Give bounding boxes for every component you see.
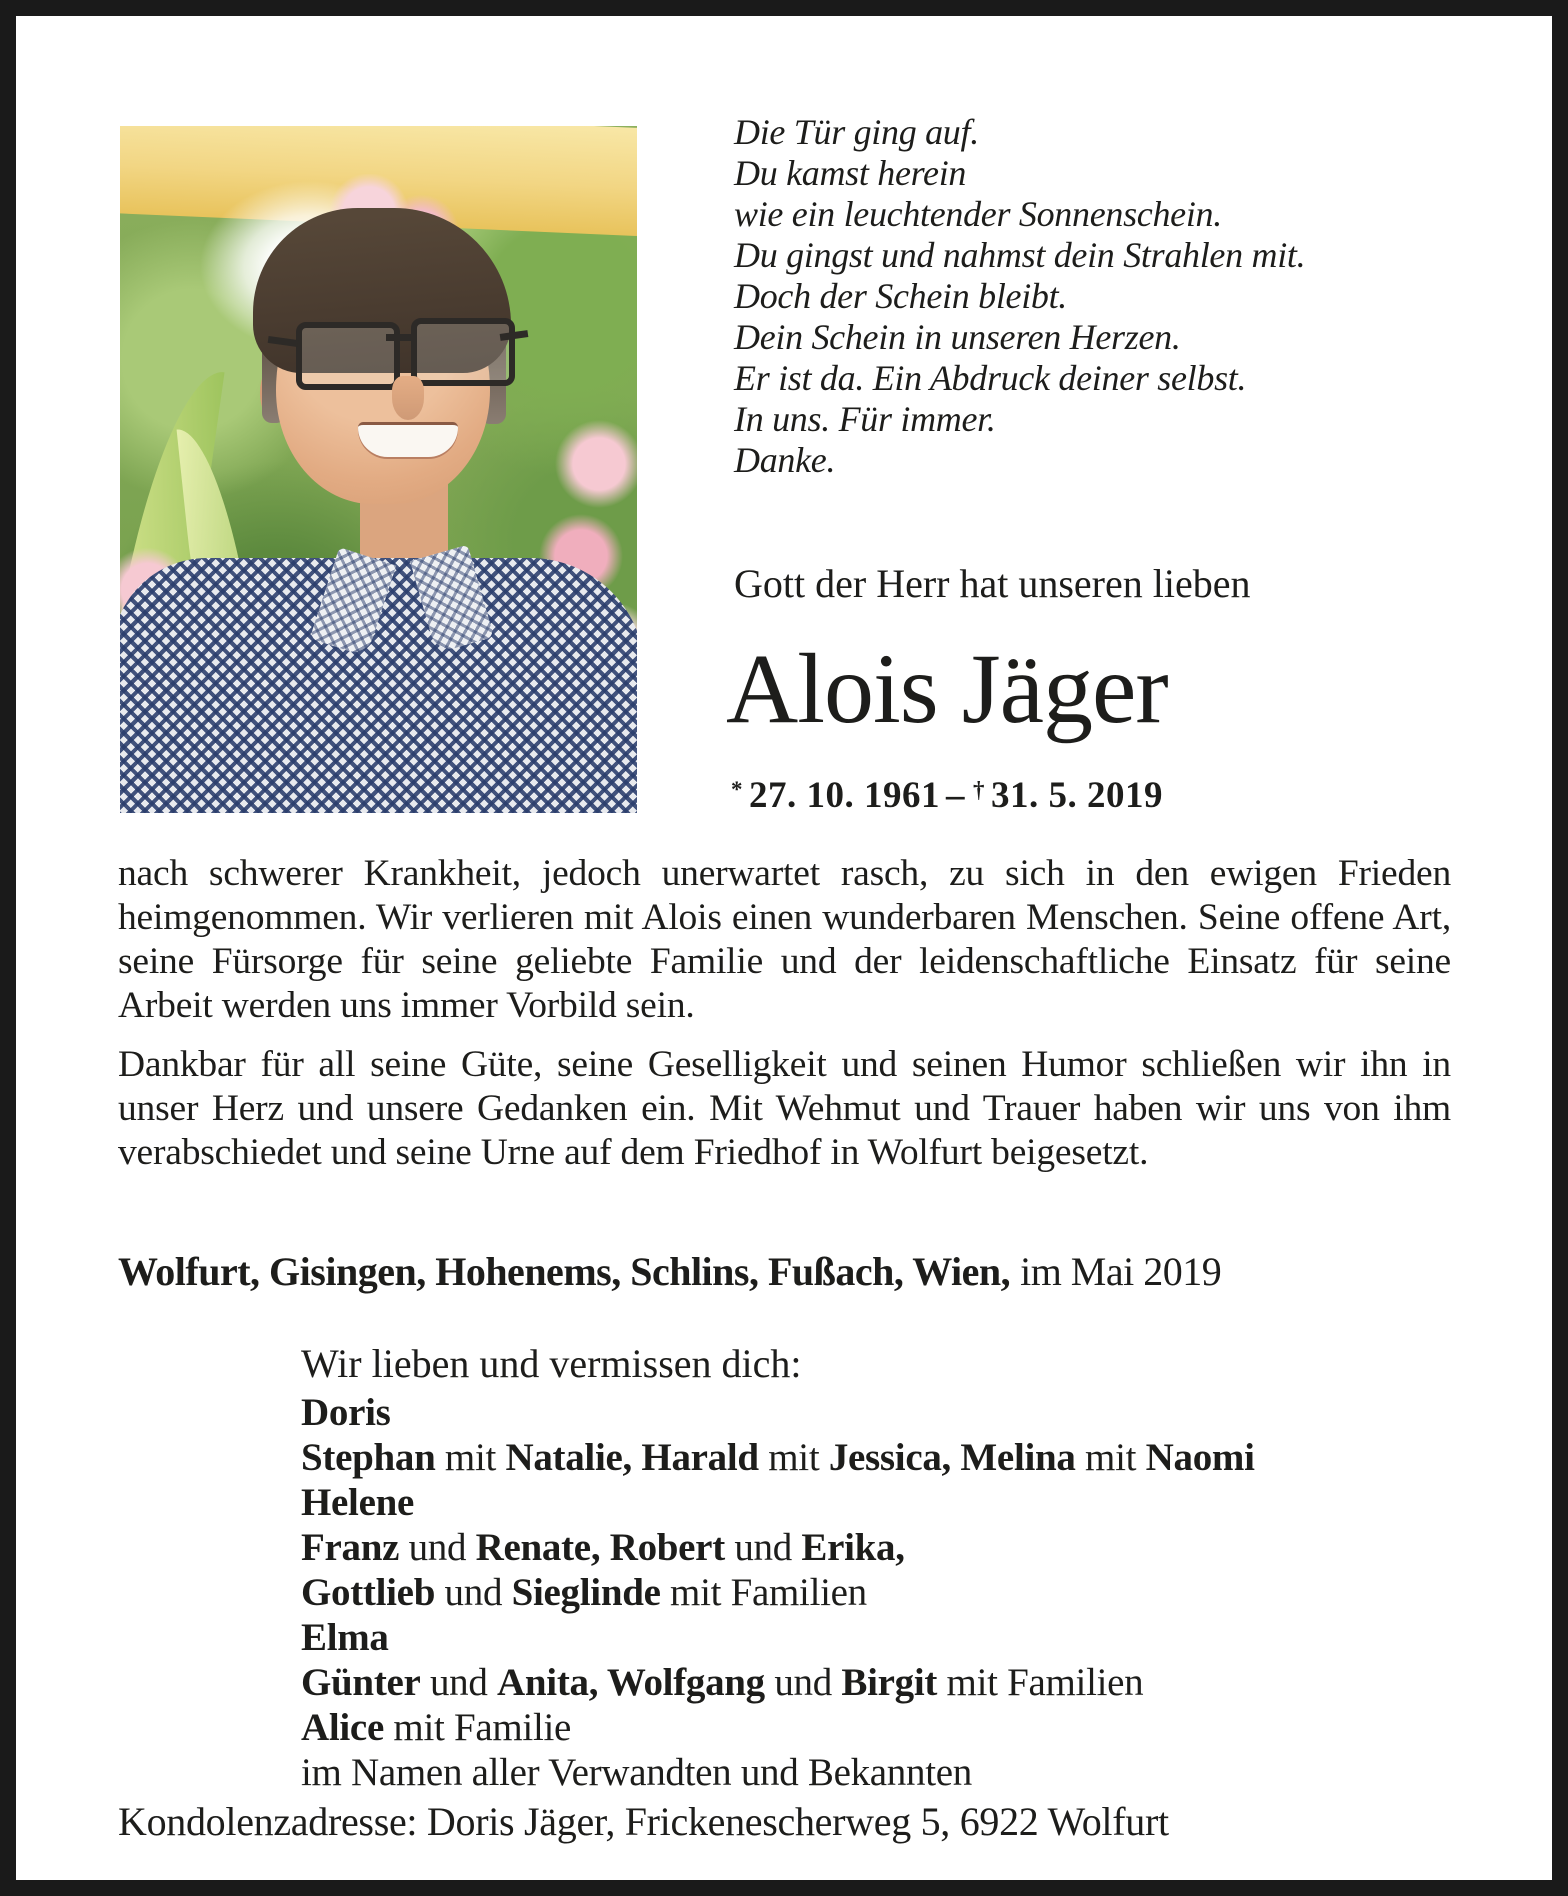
deceased-name: Alois Jäger bbox=[726, 633, 1168, 744]
nose bbox=[392, 376, 424, 420]
family-member-name: Natalie, Harald bbox=[505, 1436, 759, 1479]
family-line-text: und bbox=[399, 1526, 476, 1569]
portrait-photo bbox=[120, 126, 637, 813]
family-line bbox=[301, 1435, 1255, 1480]
family-line bbox=[301, 1525, 1255, 1570]
family-line-text: mit bbox=[435, 1436, 506, 1479]
family-member-name: Birgit bbox=[841, 1661, 938, 1704]
places-line bbox=[118, 1248, 1221, 1295]
death-date: 31. 5. 2019 bbox=[990, 775, 1163, 816]
obituary-body bbox=[118, 852, 1451, 1190]
family-member-name: Alice bbox=[301, 1706, 384, 1749]
family-line-text: im Namen aller Verwandten und Bekannten bbox=[301, 1751, 972, 1794]
condolence-address: Kondolenzadresse: Doris Jäger, Frickenescherweg 5, 6922 Wolfurt bbox=[118, 1799, 1169, 1844]
family-member-name: Jessica, Melina bbox=[828, 1436, 1076, 1479]
family-member-name: Franz bbox=[301, 1526, 400, 1569]
family-line bbox=[301, 1660, 1255, 1705]
poem-line: Du kamst herein bbox=[734, 153, 967, 193]
poem-line: Du gingst und nahmst dein Strahlen mit. bbox=[734, 235, 1306, 275]
family-member-name: Sieglinde bbox=[511, 1571, 661, 1614]
family-member-name: Erika, bbox=[801, 1526, 905, 1569]
places-list: Wolfurt, Gisingen, Hohenems, Schlins, Fußach, Wien, bbox=[118, 1249, 1011, 1294]
family-line-text: und bbox=[724, 1526, 802, 1569]
family-line-text: mit Familien bbox=[937, 1661, 1144, 1704]
birth-date: 27. 10. 1961 bbox=[748, 775, 940, 816]
glasses-bridge bbox=[386, 334, 414, 341]
obituary-paragraph: nach schwerer Krankheit, jedoch unerwartet rasch, zu sich in den ewigen Frieden heimgenommen. Wir verlieren mit Alois einen wunderbaren Menschen. Seine offene Art, seine Fürsorge für seine geliebte Familie und der leidenschaftliche Einsatz für seine Arbeit werden uns immer Vorbild sein. bbox=[118, 853, 1451, 1026]
family-line-text: mit bbox=[1075, 1436, 1146, 1479]
family-line bbox=[301, 1570, 1255, 1615]
family-member-name: Günter bbox=[301, 1661, 421, 1704]
family-line bbox=[301, 1705, 1255, 1750]
poem-line: Die Tür ging auf. bbox=[734, 112, 979, 152]
family-member-name: Anita, Wolfgang bbox=[497, 1661, 765, 1704]
family-line-text: mit bbox=[758, 1436, 829, 1479]
family-member-name: Stephan bbox=[301, 1436, 436, 1479]
family-member-name: Renate, Robert bbox=[475, 1526, 725, 1569]
poem-line: Er ist da. Ein Abdruck deiner selbst. bbox=[734, 358, 1247, 398]
family-line-text: und bbox=[764, 1661, 842, 1704]
birth-symbol: * bbox=[731, 777, 743, 803]
poem-line: In uns. Für immer. bbox=[734, 399, 996, 439]
farewell-heading: Wir lieben und vermissen dich: bbox=[301, 1341, 802, 1386]
family-member-name: Elma bbox=[301, 1616, 389, 1659]
poem-line: Dein Schein in unseren Herzen. bbox=[734, 317, 1181, 357]
family-member-name: Naomi bbox=[1145, 1436, 1255, 1479]
poem-line: wie ein leuchtender Sonnenschein. bbox=[734, 194, 1222, 234]
family-line bbox=[301, 1390, 1255, 1435]
glasses-right-lens bbox=[411, 318, 515, 386]
glasses-left-lens bbox=[296, 322, 400, 390]
death-symbol: † bbox=[972, 777, 985, 803]
family-names-list bbox=[301, 1390, 1255, 1795]
family-line-text: und bbox=[420, 1661, 498, 1704]
dates-separator: – bbox=[945, 775, 965, 816]
family-line bbox=[301, 1750, 1255, 1795]
poem-line: Danke. bbox=[734, 440, 836, 480]
family-line bbox=[301, 1480, 1255, 1525]
smile bbox=[358, 422, 458, 457]
life-dates bbox=[731, 774, 1163, 817]
family-line-text: und bbox=[435, 1571, 512, 1614]
obituary-paragraph: Dankbar für all seine Güte, seine Geselligkeit und seinen Humor schließen wir ihn in unser Herz und unsere Gedanken ein. Mit Wehmut und Trauer haben wir uns von ihm verabschiedet und seine Urne auf dem Friedhof in Wolfurt beigesetzt. bbox=[118, 1044, 1451, 1173]
family-member-name: Doris bbox=[301, 1391, 391, 1434]
family-member-name: Gottlieb bbox=[301, 1571, 436, 1614]
family-member-name: Helene bbox=[301, 1481, 414, 1524]
family-line-text: mit Familie bbox=[383, 1706, 572, 1749]
poem-line: Doch der Schein bleibt. bbox=[734, 276, 1068, 316]
places-date: im Mai 2019 bbox=[1020, 1249, 1222, 1294]
family-line-text: mit Familien bbox=[660, 1571, 867, 1614]
memorial-poem bbox=[734, 112, 1305, 481]
intro-line: Gott der Herr hat unseren lieben bbox=[734, 561, 1251, 606]
family-line bbox=[301, 1615, 1255, 1660]
